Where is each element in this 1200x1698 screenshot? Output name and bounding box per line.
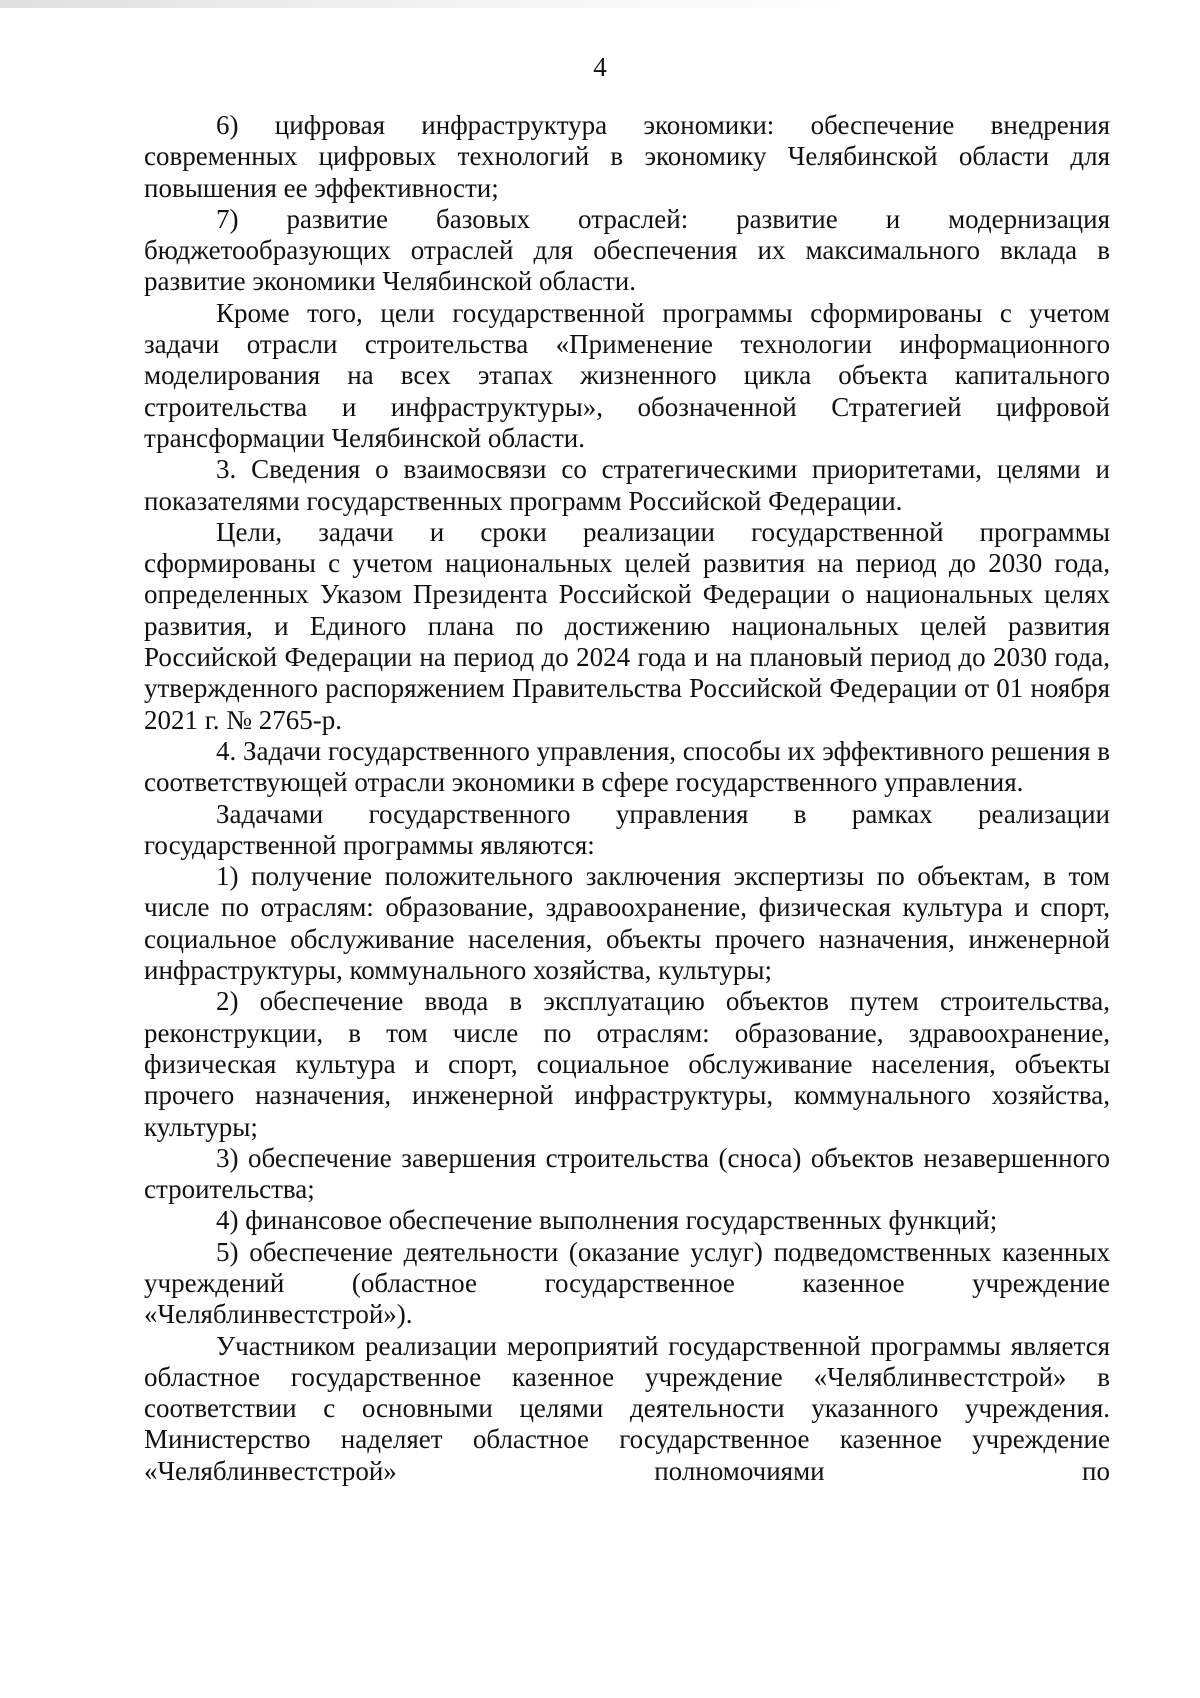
paragraph-management-tasks-intro: Задачами государственного управления в рамках реализации государственной программы являются: [144,798,1110,860]
paragraph-section-4-heading: 4. Задачи государственного управления, способы их эффективного решения в соответствующей отрасли экономики в сфере государственного управления. [144,735,1110,798]
paragraph-strategy-goals: Кроме того, цели государственной программы сформированы с учетом задачи отрасли строительства «Применение технологии информационного моделирования на всех этапах жизненного цикла объекта капитального строительства и инфраструктуры», обозначенной Стратегией цифровой трансформации Челябинской области. [144,297,1110,453]
list-item-5: 5) обеспечение деятельности (оказание услуг) подведомственных казенных учреждений (областное государственное казенное учреждение «Челяблинвестстрой»). [144,1236,1110,1330]
paragraph-section-3-heading: 3. Сведения о взаимосвязи со стратегическими приоритетами, целями и показателями государственных программ Российской Федерации. [144,454,1110,516]
document-body [144,110,1110,1487]
list-item-1: 1) получение положительного заключения экспертизы по объектам, в том числе по отраслям: образование, здравоохранение, физическая культура и спорт, социальное обслуживание населения, объекты прочего назначения, инженерной инфраструктуры, коммунального хозяйства, культуры; [144,861,1110,986]
list-item-4: 4) финансовое обеспечение выполнения государственных функций; [216,1205,998,1236]
scan-edge-artifact [0,0,900,8]
paragraph-participant: Участником реализации мероприятий государственной программы является областное государственное казенное учреждение «Челяблинвестстрой» в соответствии с основными целями деятельности указанного учреждения. Министерство наделяет областное государственное казенное учреждение «Челяблинвестстрой» полномочиями по [144,1330,1110,1486]
list-item-3: 3) обеспечение завершения строительства (сноса) объектов незавершенного строительства; [144,1142,1110,1205]
paragraph-base-industries: 7) развитие базовых отраслей: развитие и модернизация бюджетообразующих отраслей для обеспечения их максимального вклада в развитие экономики Челябинской области. [144,203,1110,297]
paragraph-digital-infrastructure: 6) цифровая инфраструктура экономики: обеспечение внедрения современных цифровых технологий в экономику Челябинской области для повышения ее эффективности; [144,110,1110,203]
page-number: 4 [593,52,607,82]
paragraph-national-goals: Цели, задачи и сроки реализации государственной программы сформированы с учетом национальных целей развития на период до 2030 года, определенных Указом Президента Российской Федерации о национальных целях развития, и Единого плана по достижению национальных целей развития Российской Федерации на период до 2024 года и на плановый период до 2030 года, утвержденного распоряжением Правительства Российской Федерации от 01 ноября 2021 г. № 2765-р. [144,516,1110,735]
list-item-2: 2) обеспечение ввода в эксплуатацию объектов путем строительства, реконструкции, в том числе по отраслям: образование, здравоохранение, физическая культура и спорт, социальное обслуживание населения, объекты прочего назначения, инженерной инфраструктуры, коммунального хозяйства, культуры; [144,986,1110,1142]
